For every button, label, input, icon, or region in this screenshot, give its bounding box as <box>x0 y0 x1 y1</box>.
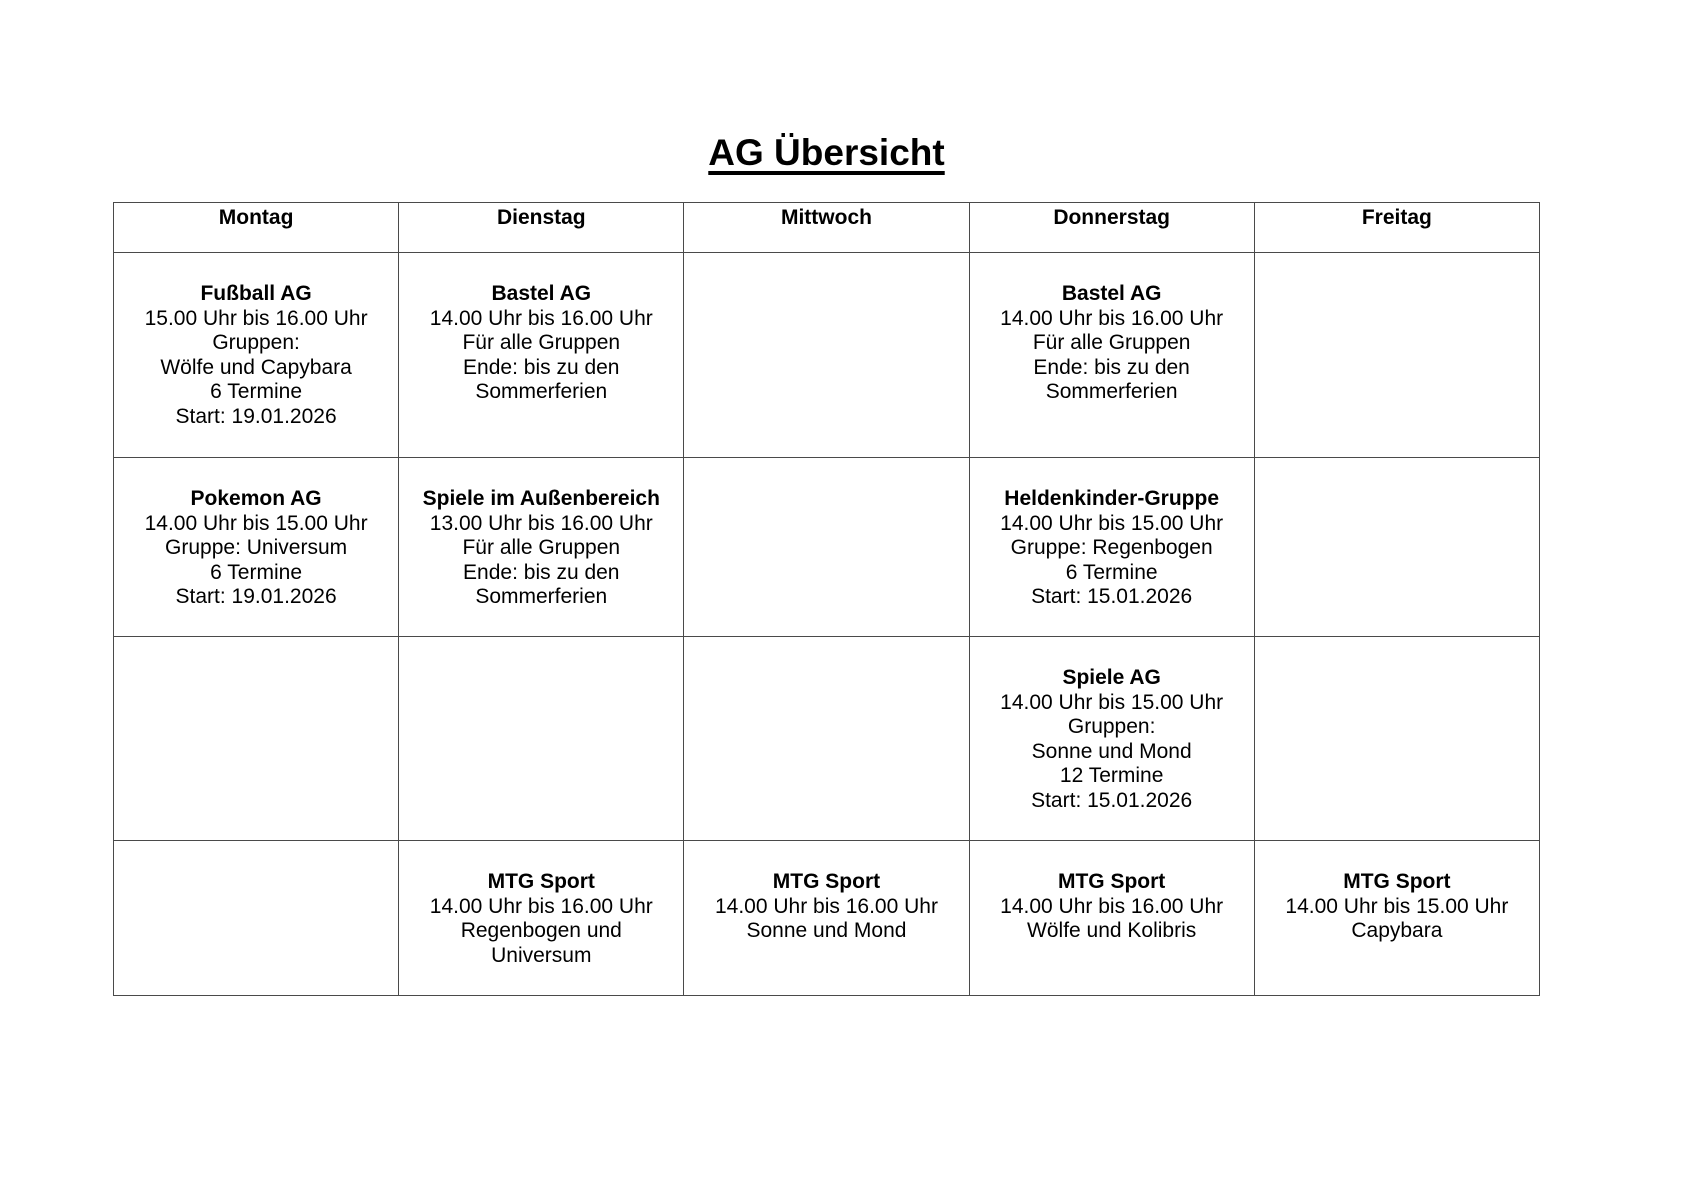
activity-detail: Ende: bis zu den <box>463 560 620 584</box>
activity-detail: Wölfe und Kolibris <box>1027 919 1197 942</box>
table-body <box>114 253 1540 996</box>
activity-detail: Capybara <box>1351 919 1443 942</box>
activity-detail: Für alle Gruppen <box>462 536 621 559</box>
activity-detail: 6 Termine <box>210 380 302 403</box>
activity-title: MTG Sport <box>1343 870 1451 893</box>
activity-detail: Gruppen: <box>1067 715 1156 738</box>
activity-detail: Universum <box>491 943 592 967</box>
activity-detail: Ende: bis zu den <box>463 355 620 379</box>
header-row <box>114 203 1540 253</box>
schedule-row-3 <box>114 637 1540 841</box>
activity-detail: 12 Termine <box>1059 764 1164 787</box>
activity-cell <box>114 458 399 637</box>
column-header-donnerstag: Donnerstag <box>969 203 1254 253</box>
empty-cell <box>1254 458 1539 637</box>
activity-cell <box>399 841 684 996</box>
activity-detail: 14.00 Uhr bis 16.00 Uhr <box>429 306 653 330</box>
schedule-row-1 <box>114 253 1540 458</box>
ag-schedule-table <box>113 202 1540 996</box>
activity-detail: 15.00 Uhr bis 16.00 Uhr <box>144 306 368 330</box>
activity-detail: 6 Termine <box>1065 560 1158 584</box>
activity-detail: 14.00 Uhr bis 16.00 Uhr <box>429 894 653 918</box>
activity-detail: Start: 15.01.2026 <box>1031 585 1193 608</box>
page-title: AG Übersicht <box>708 132 945 173</box>
empty-cell <box>114 637 399 841</box>
table-header <box>114 203 1540 253</box>
activity-title: Pokemon AG <box>190 487 322 510</box>
activity-detail: 14.00 Uhr bis 15.00 Uhr <box>144 511 368 535</box>
column-header-montag: Montag <box>114 203 399 253</box>
empty-cell <box>684 458 969 637</box>
activity-title: Spiele im Außenbereich <box>422 487 660 510</box>
empty-cell <box>114 841 399 996</box>
activity-title: Bastel AG <box>491 282 592 305</box>
activity-detail: Sommerferien <box>475 380 608 403</box>
activity-detail: Gruppe: Regenbogen <box>1010 536 1213 559</box>
schedule-row-4 <box>114 841 1540 996</box>
activity-title: MTG Sport <box>772 870 881 893</box>
activity-cell <box>1254 841 1539 996</box>
empty-cell <box>399 637 684 841</box>
schedule-row-2 <box>114 458 1540 637</box>
activity-cell <box>969 841 1254 996</box>
activity-detail: Ende: bis zu den <box>1033 355 1190 379</box>
activity-title: Heldenkinder-Gruppe <box>1004 487 1219 510</box>
activity-title: Spiele AG <box>1062 666 1161 689</box>
activity-detail: Regenbogen und <box>460 919 622 942</box>
activity-detail: Für alle Gruppen <box>1032 331 1191 354</box>
activity-title: Bastel AG <box>1061 282 1162 305</box>
activity-detail: Gruppe: Universum <box>165 536 348 559</box>
activity-detail: 14.00 Uhr bis 15.00 Uhr <box>1285 894 1509 918</box>
activity-detail: Sonne und Mond <box>746 919 907 942</box>
column-header-mittwoch: Mittwoch <box>684 203 969 253</box>
activity-detail: 14.00 Uhr bis 16.00 Uhr <box>714 894 938 918</box>
activity-detail: Sommerferien <box>475 585 608 608</box>
activity-cell <box>969 637 1254 841</box>
empty-cell <box>684 253 969 458</box>
activity-cell <box>114 253 399 458</box>
activity-detail: Gruppen: <box>212 331 300 354</box>
activity-cell <box>399 253 684 458</box>
activity-cell <box>684 841 969 996</box>
empty-cell <box>1254 637 1539 841</box>
empty-cell <box>684 637 969 841</box>
activity-cell <box>969 458 1254 637</box>
activity-detail: 14.00 Uhr bis 16.00 Uhr <box>1000 306 1224 330</box>
activity-detail: 14.00 Uhr bis 15.00 Uhr <box>1000 511 1224 535</box>
activity-detail: 14.00 Uhr bis 15.00 Uhr <box>1000 690 1224 714</box>
activity-title: MTG Sport <box>1057 870 1166 893</box>
activity-detail: 14.00 Uhr bis 16.00 Uhr <box>1000 894 1224 918</box>
empty-cell <box>1254 253 1539 458</box>
activity-detail: Sommerferien <box>1045 380 1178 403</box>
activity-detail: Wölfe und Capybara <box>160 355 352 379</box>
column-header-freitag: Freitag <box>1254 203 1539 253</box>
activity-title: Fußball AG <box>200 282 312 305</box>
activity-detail: Start: 15.01.2026 <box>1031 788 1193 812</box>
activity-cell <box>399 458 684 637</box>
activity-title: MTG Sport <box>487 870 595 893</box>
activity-cell <box>969 253 1254 458</box>
activity-detail: 6 Termine <box>210 560 302 584</box>
column-header-dienstag: Dienstag <box>399 203 684 253</box>
activity-detail: Sonne und Mond <box>1031 739 1192 763</box>
activity-detail: Start: 19.01.2026 <box>175 585 337 608</box>
activity-detail: 13.00 Uhr bis 16.00 Uhr <box>429 511 653 535</box>
activity-detail: Start: 19.01.2026 <box>175 404 337 428</box>
activity-detail: Für alle Gruppen <box>462 331 621 354</box>
